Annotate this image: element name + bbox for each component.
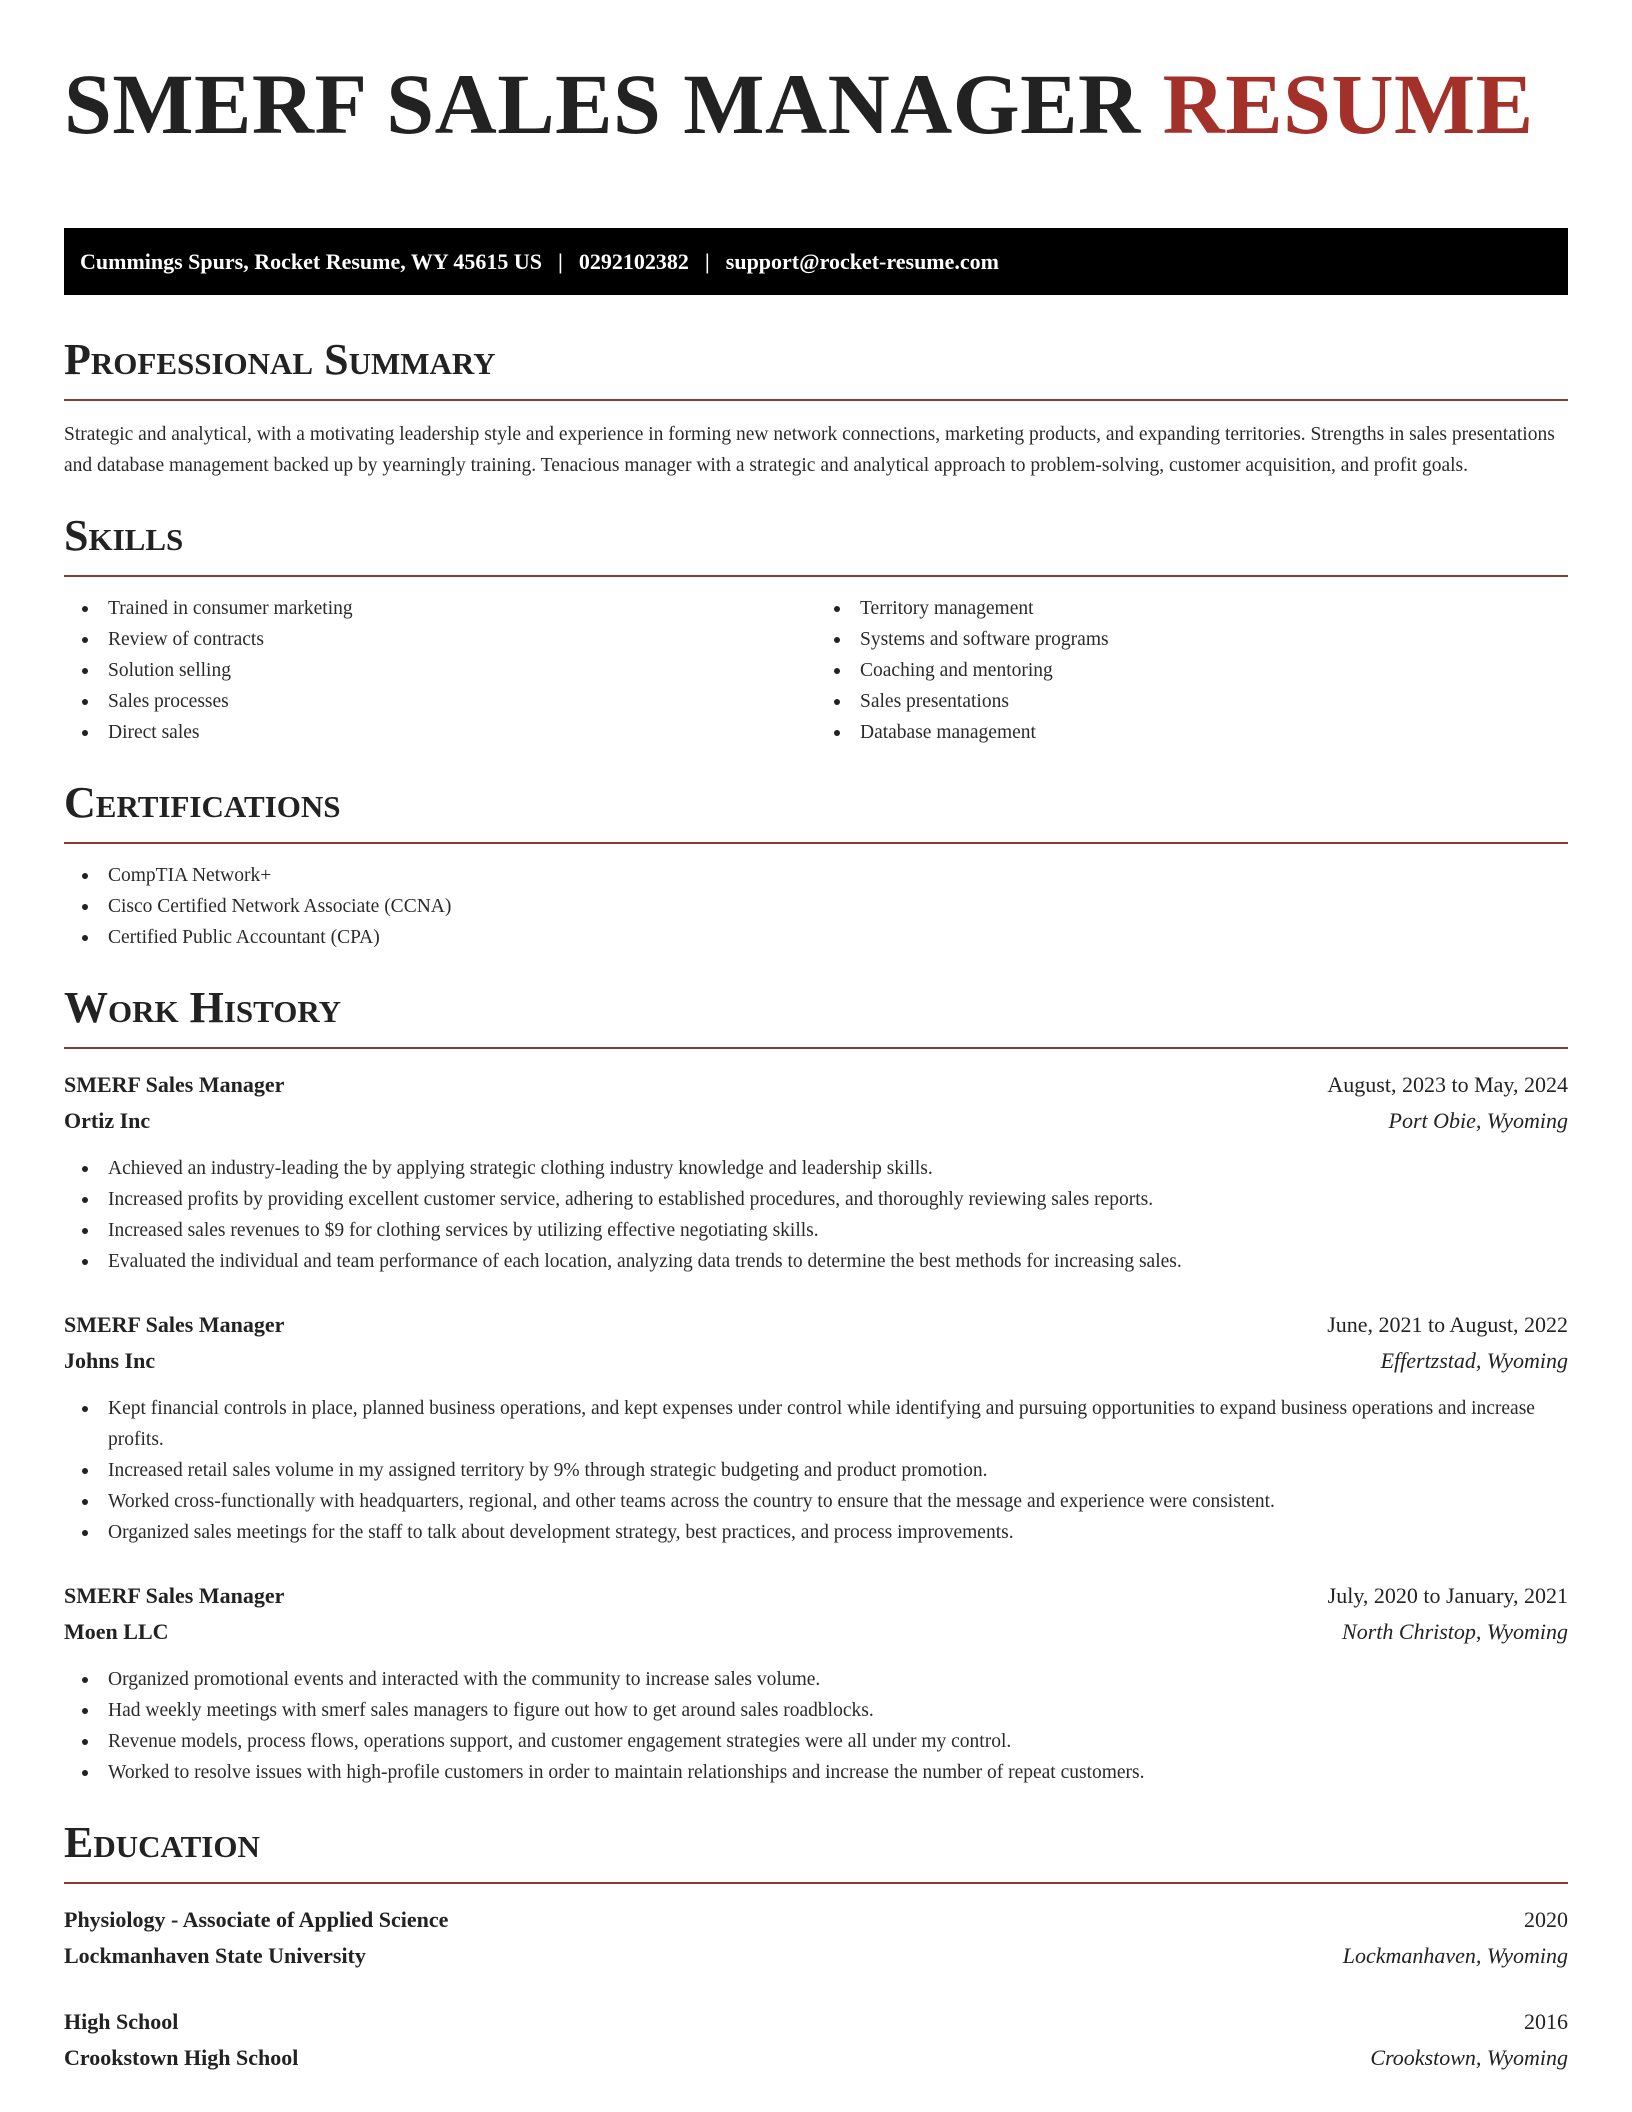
job-company: Ortiz Inc bbox=[64, 1108, 151, 1133]
list-item: Had weekly meetings with smerf sales managers to figure out how to get around sales roadblocks. bbox=[64, 1695, 1568, 1726]
list-item: Trained in consumer marketing bbox=[64, 593, 816, 624]
education-entry bbox=[64, 2004, 1568, 2076]
job-bullets bbox=[64, 1393, 1568, 1548]
education-school-row bbox=[64, 2040, 1568, 2076]
list-item: Revenue models, process flows, operations support, and customer engagement strategies were all under my control. bbox=[64, 1726, 1568, 1757]
list-item: Certified Public Accountant (CPA) bbox=[64, 922, 1568, 953]
skills-list-right bbox=[816, 593, 1568, 748]
education-school: Lockmanhaven State University bbox=[64, 1943, 366, 1968]
job-bullets bbox=[64, 1153, 1568, 1277]
job-title: SMERF Sales Manager bbox=[64, 1583, 285, 1608]
education-year: 2020 bbox=[1524, 1907, 1568, 1932]
list-item: Kept financial controls in place, planned business operations, and kept expenses under control while identifying and pursuing opportunities to expand business operations and increase profits. bbox=[64, 1393, 1568, 1455]
education-section bbox=[64, 1818, 1568, 2076]
list-item: Evaluated the individual and team performance of each location, analyzing data trends to determine the best methods for increasing sales. bbox=[64, 1246, 1568, 1277]
list-item: Worked cross-functionally with headquarters, regional, and other teams across the country to ensure that the message and experience were consistent. bbox=[64, 1486, 1568, 1517]
skills-columns bbox=[64, 593, 1568, 748]
list-item: Coaching and mentoring bbox=[816, 655, 1568, 686]
job-dates: June, 2021 to August, 2022 bbox=[1327, 1312, 1568, 1337]
list-item: Database management bbox=[816, 717, 1568, 748]
list-item: Systems and software programs bbox=[816, 624, 1568, 655]
resume-title bbox=[64, 56, 1568, 176]
job-entry bbox=[64, 1578, 1568, 1788]
education-school-row bbox=[64, 1938, 1568, 1974]
education-heading: Education bbox=[64, 1818, 1568, 1884]
contact-address: Cummings Spurs, Rocket Resume, WY 45615 US bbox=[80, 248, 543, 274]
job-dates: July, 2020 to January, 2021 bbox=[1327, 1583, 1568, 1608]
education-school: Crookstown High School bbox=[64, 2045, 299, 2070]
education-header-row bbox=[64, 1902, 1568, 1938]
job-location: Port Obie, Wyoming bbox=[1388, 1108, 1568, 1133]
job-bullets bbox=[64, 1664, 1568, 1788]
contact-bar bbox=[64, 228, 1568, 295]
list-item: CompTIA Network+ bbox=[64, 860, 1568, 891]
summary-section bbox=[64, 335, 1568, 481]
resume-title-main: SMERF SALES MANAGER bbox=[64, 56, 1141, 152]
education-degree: Physiology - Associate of Applied Science bbox=[64, 1907, 449, 1932]
list-item: Organized promotional events and interacted with the community to increase sales volume. bbox=[64, 1664, 1568, 1695]
certifications-heading: Certifications bbox=[64, 778, 1568, 844]
contact-phone: 0292102382 bbox=[578, 248, 689, 274]
list-item: Sales processes bbox=[64, 686, 816, 717]
list-item: Sales presentations bbox=[816, 686, 1568, 717]
job-entry bbox=[64, 1307, 1568, 1548]
job-dates: August, 2023 to May, 2024 bbox=[1327, 1072, 1568, 1097]
list-item: Review of contracts bbox=[64, 624, 816, 655]
job-entry bbox=[64, 1067, 1568, 1277]
job-company: Johns Inc bbox=[64, 1348, 156, 1373]
list-item: Cisco Certified Network Associate (CCNA) bbox=[64, 891, 1568, 922]
job-title: SMERF Sales Manager bbox=[64, 1312, 285, 1337]
skills-heading: Skills bbox=[64, 511, 1568, 577]
education-degree: High School bbox=[64, 2009, 179, 2034]
skills-section bbox=[64, 511, 1568, 748]
job-header-row bbox=[64, 1307, 1568, 1343]
list-item: Achieved an industry-leading the by applying strategic clothing industry knowledge and leadership skills. bbox=[64, 1153, 1568, 1184]
certifications-section bbox=[64, 778, 1568, 953]
job-location: Effertzstad, Wyoming bbox=[1380, 1348, 1568, 1373]
education-location: Crookstown, Wyoming bbox=[1370, 2045, 1568, 2070]
list-item: Solution selling bbox=[64, 655, 816, 686]
certifications-list bbox=[64, 860, 1568, 953]
job-company-row bbox=[64, 1614, 1568, 1650]
summary-text: Strategic and analytical, with a motivating leadership style and experience in forming new network connections, marketing products, and expanding territories. Strengths in sales presentations and database management backed up by yearningly training. Tenacious manager with a strategic and analytical approach to problem-solving, customer acquisition, and profit goals. bbox=[64, 424, 1555, 476]
list-item: Increased retail sales volume in my assigned territory by 9% through strategic budgeting and product promotion. bbox=[64, 1455, 1568, 1486]
education-location: Lockmanhaven, Wyoming bbox=[1342, 1943, 1568, 1968]
job-header-row bbox=[64, 1067, 1568, 1103]
list-item: Organized sales meetings for the staff to talk about development strategy, best practices, and process improvements. bbox=[64, 1517, 1568, 1548]
list-item: Worked to resolve issues with high-profile customers in order to maintain relationships and increase the number of repeat customers. bbox=[64, 1757, 1568, 1788]
education-entry bbox=[64, 1902, 1568, 1974]
list-item: Increased sales revenues to $9 for clothing services by utilizing effective negotiating skills. bbox=[64, 1215, 1568, 1246]
skills-list-left bbox=[64, 593, 816, 748]
job-company-row bbox=[64, 1103, 1568, 1139]
contact-separator: | bbox=[558, 248, 563, 274]
work-history-section bbox=[64, 983, 1568, 1788]
work-history-heading: Work History bbox=[64, 983, 1568, 1049]
job-company: Moen LLC bbox=[64, 1619, 169, 1644]
contact-email: support@rocket-resume.com bbox=[725, 248, 999, 274]
resume-title-accent: RESUME bbox=[1162, 56, 1534, 152]
education-header-row bbox=[64, 2004, 1568, 2040]
job-header-row bbox=[64, 1578, 1568, 1614]
list-item: Territory management bbox=[816, 593, 1568, 624]
list-item: Direct sales bbox=[64, 717, 816, 748]
job-location: North Christop, Wyoming bbox=[1342, 1619, 1568, 1644]
summary-heading: Professional Summary bbox=[64, 335, 1568, 401]
contact-separator: | bbox=[704, 248, 710, 274]
job-company-row bbox=[64, 1343, 1568, 1379]
list-item: Increased profits by providing excellent customer service, adhering to established procedures, and thoroughly reviewing sales reports. bbox=[64, 1184, 1568, 1215]
education-year: 2016 bbox=[1524, 2009, 1568, 2034]
job-title: SMERF Sales Manager bbox=[64, 1072, 285, 1097]
